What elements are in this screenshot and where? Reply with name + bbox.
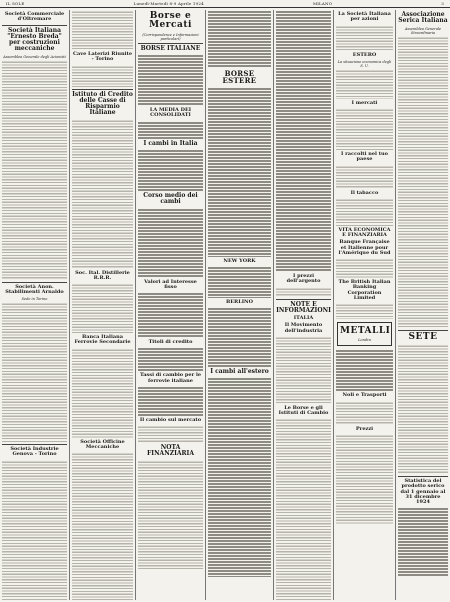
heading-titoli-credito: Titoli di credito [148,339,193,346]
article-body [138,425,203,443]
heading-british-italian: The British Italian Banking Corporation Limited [338,279,391,301]
quotes-table [208,10,271,68]
col1-heading-1: Società Commerciale d'Oltremare [4,11,65,23]
heading-metalli: METALLI [340,326,391,336]
heading-cambi-estero: I cambi all'estero [210,368,269,376]
article-body [72,283,133,333]
col2-heading-5: Società Officine Meccaniche [80,438,125,450]
article-body [336,25,393,51]
quotes-table [138,292,203,338]
heading-borse-estere: BORSE ESTERE [222,69,257,86]
heading-borse-istituti: Le Borse e gli Istituti di Cambio [278,404,329,417]
col1-heading-4: Società Industrie Genova - Torino [10,446,59,458]
col2-heading-2: Istituto di Credito delle Casse di Risparmio Italiane [72,90,133,117]
heading-media-consolidati: LA MEDIA DEI CONSOLIDATI [149,107,192,119]
heading-sete: SETE [408,331,438,342]
article-body [398,344,448,474]
quotes-table [138,54,203,106]
divider [398,476,448,477]
heading-banque: Banque Française et Italienne pour l'Amérique du Sud [338,239,391,256]
quotes-table [336,349,393,391]
heading-prezzi: Prezzi [355,425,374,432]
quotes-table [398,507,448,577]
heading-nota-finanziaria: NOTA FINANZIARIA [147,444,194,458]
article-body [2,302,67,442]
divider [72,89,133,90]
heading-cambio-mercato: Il cambio sul mercato [139,416,202,423]
article-body [398,36,448,328]
page-header [0,0,450,8]
article-body [336,69,393,99]
article-body [336,434,393,524]
heading-note-informazioni: NOTE E INFORMAZIONI [276,300,331,314]
heading-raccolti: I raccolti nel tuo paese [341,151,388,163]
column-6 [334,10,396,600]
city: MILANO [312,1,333,6]
quotes-table [138,347,203,371]
heading-corso-medio: Corso medio dei cambi [143,191,198,206]
article-body [72,10,133,50]
section-subtitle: (Corrispondenze e Informazioni particolari) [142,32,199,41]
col2-heading-1: Cave Laterizi Riunite - Torino [72,51,133,63]
heading-prezzi-argento: I prezzi dell'argento [286,273,321,285]
col1-heading-2: Società Italiana "Ernesto Breda" per costruzioni meccaniche [7,26,62,53]
article-body [336,108,393,150]
sub-estero: La situazione economica degli S. U. [337,59,392,68]
date-line: Lunedì-Martedì 8-9 Aprile 1924 [133,1,204,6]
heading-estero: ESTERO [352,51,377,58]
article-body [72,348,133,438]
divider [276,299,331,300]
article-body [336,165,393,189]
heading-noli: Noli e Trasporti [342,392,387,399]
metalli-box [337,322,392,346]
heading-statistica: Statistica del prodotto serico dal 1 gennaio al 31 dicembre 1924 [400,478,446,506]
col1-sub-2: Assemblea Generale degli Azionisti [3,54,66,59]
col2-heading-4: Banca Italiana Ferrovie Secondarie [74,334,131,346]
article-body [336,303,393,319]
column-5 [274,10,334,600]
col6-heading-1: La Società Italiana per azioni [338,11,391,23]
col1-heading-3: Società Anon. Stabilimenti Arnaldo [5,283,64,295]
paper-title: IL SOLE [6,1,25,6]
quotes-table [138,386,203,416]
divider [398,330,448,331]
article-body [2,460,67,600]
heading-cambi-italia: I cambi in Italia [143,139,198,147]
heading-valori-fisso: Valori ad Interesse fisso [144,278,197,290]
col1-sub-3: Sede in Torino [21,297,48,302]
sub-londra: Londra [358,338,371,343]
heading-borse-italiane: BORSE ITALIANE [140,44,201,52]
article-body [138,460,203,570]
divider [138,43,203,44]
article-body [336,401,393,425]
exchange-table [138,208,203,278]
column-3 [136,10,206,600]
article-body [336,258,393,278]
quotes-table [276,10,331,272]
heading-tabacco: Il tabacco [350,189,379,196]
exchange-table [208,377,271,577]
quotes-table [208,307,271,367]
sub-assemblea: Assemblea Generale Straordinaria [404,26,442,35]
article-body [276,336,331,404]
heading-italia: ITALIA [293,315,314,322]
article-body [276,418,331,600]
heading-movimento: Il Movimento dell'industria [284,322,323,334]
section-title: Borse e Mercati [149,11,192,31]
quotes-table [138,121,203,139]
column-1 [0,10,70,600]
column-4 [206,10,274,600]
column-2 [70,10,136,600]
article-body [72,119,133,269]
article-body [276,287,331,297]
heading-vita-economica: VITA ECONOMICA E FINANZIARIA [338,226,391,238]
col2-heading-3: Soc. Ital. Distillerie R.R.R. [75,269,130,281]
quotes-table [208,266,271,298]
heading-mercati: I mercati [351,99,378,106]
heading-berlino: BERLINO [226,298,253,305]
heading-new-york: NEW YORK [223,257,256,264]
column-7 [396,10,450,600]
heading-associazione-serica: Associazione Serica Italiana [398,11,448,25]
heading-tassi-ferrovie: Tassi di cambio per le ferrovie italiane [139,372,202,384]
page-number: 3 [441,1,444,6]
article-body [72,65,133,87]
article-body [336,198,393,226]
article-body [72,452,133,600]
exchange-table [138,149,203,191]
article-body [2,60,67,280]
quotes-table [208,87,271,257]
divider [2,282,67,283]
divider [2,25,67,26]
